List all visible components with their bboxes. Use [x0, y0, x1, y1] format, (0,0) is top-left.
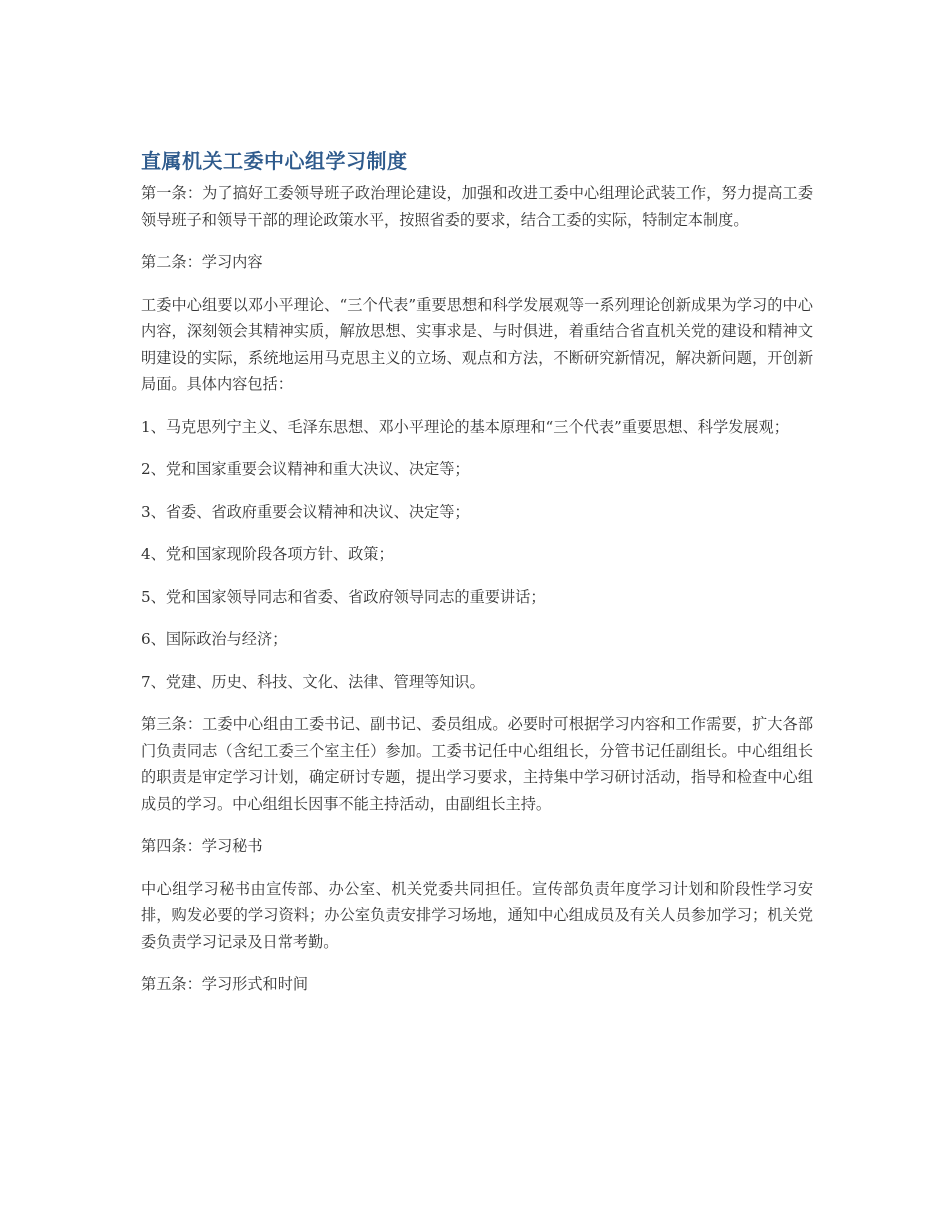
list-item-7: 7、党建、历史、科技、文化、法律、管理等知识。 [141, 672, 485, 691]
document-title: 直属机关工委中心组学习制度 [141, 149, 408, 173]
list-item-5: 5、党和国家领导同志和省委、省政府领导同志的重要讲话； [141, 587, 546, 606]
document-page [141, 146, 813, 1014]
article-3-paragraph: 第三条：工委中心组由工委书记、副书记、委员组成。必要时可根据学习内容和工作需要，扩大各部门负责同志（含纪工委三个室主任）参加。工委书记任中心组组长，分管书记任副组长。中心组组长的职责是审定学习计划，确定研讨专题，提出学习要求，主持集中学习研讨活动，指导和检查中心组成员的学习。中心组组长因事不能主持活动，由副组长主持。 [141, 715, 813, 813]
article-1-paragraph: 第一条：为了搞好工委领导班子政治理论建设，加强和改进工委中心组理论武装工作，努力提高工委领导班子和领导干部的理论政策水平，按照省委的要求，结合工委的实际，特制定本制度。 [141, 184, 813, 229]
article-2-heading: 第二条：学习内容 [141, 253, 263, 271]
study-content-paragraph: 工委中心组要以邓小平理论、“三个代表”重要思想和科学发展观等一系列理论创新成果为学习的中心内容，深刻领会其精神实质，解放思想、实事求是、与时俱进，着重结合省直机关党的建设和精神文明建设的实际，系统地运用马克思主义的立场、观点和方法，不断研究新情况，解决新问题，开创新局面。具体内容包括： [141, 295, 813, 393]
list-item-2: 2、党和国家重要会议精神和重大决议、决定等； [141, 460, 470, 478]
list-item-3: 3、省委、省政府重要会议精神和决议、决定等； [141, 502, 470, 521]
study-secretary-paragraph: 中心组学习秘书由宣传部、办公室、机关党委共同担任。宣传部负责年度学习计划和阶段性学习安排，购发必要的学习资料；办公室负责安排学习场地，通知中心组成员及有关人员参加学习；机关党委负责学习记录及日常考勤。 [141, 879, 813, 951]
list-item-6: 6、国际政治与经济； [141, 630, 288, 648]
article-4-heading: 第四条：学习秘书 [141, 837, 263, 855]
article-5-heading: 第五条：学习形式和时间 [141, 975, 309, 993]
list-item-4: 4、党和国家现阶段各项方针、政策； [141, 545, 394, 563]
list-item-1: 1、马克思列宁主义、毛泽东思想、邓小平理论的基本原理和“三个代表”重要思想、科学发展观； [141, 417, 789, 436]
